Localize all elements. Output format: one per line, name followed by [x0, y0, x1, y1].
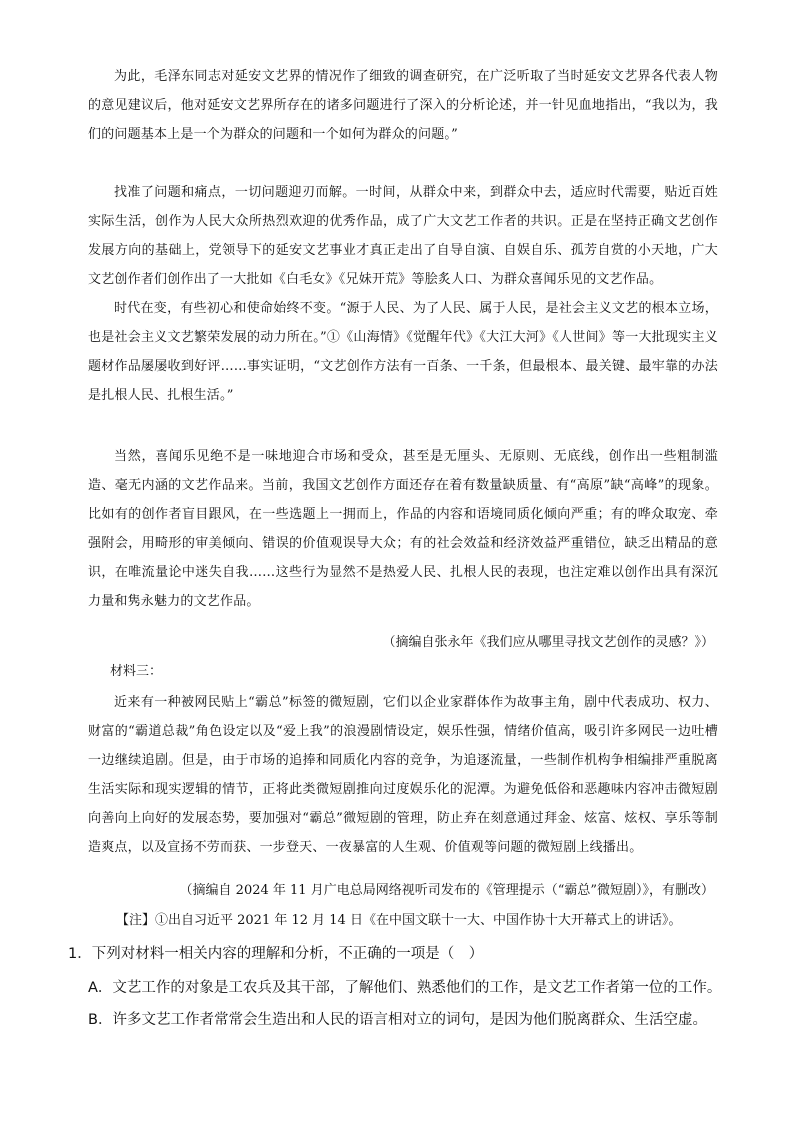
option-b[interactable]: B．许多文艺工作者常常会生造出和人民的语言相对立的词句，是因为他们脱离群众、生活空虚。 [88, 1012, 707, 1028]
source-citation: （摘编自 2024 年 11 月广电总局网络视听司发布的《管理提示（“霸总”微短剧）》，有删改） [179, 883, 714, 898]
body-paragraph: 找准了问题和痛点，一切问题迎刃而解。一时间，从群众中来，到群众中去，适应时代需要，贴近百姓实际生活，创作为人民大众所热烈欢迎的优秀作品，成了广大文艺工作者的共识。正是在坚持正确文艺创作发展方向的基础上，党领导下的延安文艺事业才真正走出了自导自演、自娱自乐、孤芳自赏的小天地，广大文艺创作者们创作出了一大批如《白毛女》《兄妹开荒》等脍炙人口、为群众喜闻乐见的文艺作品。 [88, 185, 718, 287]
source-citation: （摘编自张永年《我们应从哪里寻找文艺创作的灵感？》） [382, 635, 714, 650]
body-paragraph: 时代在变，有些初心和使命始终不变。“源于人民、为了人民、属于人民，是社会主义文艺的根本立场，也是社会主义文艺繁荣发展的动力所在。”①《山海情》《觉醒年代》《大江大河》《人世间》等一大批现实主义题材作品屡屡收到好评……事实证明，“文艺创作方法有一百条、一千条，但最根本、最关键、最牢靠的办法是扎根人民、扎根生活。” [88, 301, 718, 403]
option-a[interactable]: A．文艺工作的对象是工农兵及其干部，了解他们、熟悉他们的工作，是文艺工作者第一位的工作。 [88, 980, 722, 996]
body-paragraph: 为此，毛泽东同志对延安文艺界的情况作了细致的调查研究，在广泛听取了当时延安文艺界各代表人物的意见建议后，他对延安文艺界所存在的诸多问题进行了深入的分析论述，并一针见血地指出，“我以为，我们的问题基本上是一个为群众的问题和一个如何为群众的问题。” [88, 69, 718, 142]
body-paragraph: 当然，喜闻乐见绝不是一味地迎合市场和受众，甚至是无厘头、无原则、无底线，创作出一些粗制滥造、毫无内涵的文艺作品来。当前，我国文艺创作方面还存在着有数量缺质量、有“高原”缺“高峰”的现象。比如有的创作者盲目跟风，在一些选题上一拥而上，作品的内容和语境同质化倾向严重；有的哗众取宠、牵强附会，用畸形的审美倾向、错误的价值观误导大众；有的社会效益和经济效益严重错位，缺乏出精品的意识，在唯流量论中迷失自我……这些行为显然不是热爱人民、扎根人民的表现，也注定难以创作出具有深沉力量和隽永魅力的文艺作品。 [88, 449, 718, 609]
question-stem: 1．下列对材料一相关内容的理解和分析，不正确的一项是（ ） [68, 946, 484, 962]
body-paragraph: 近来有一种被网民贴上“霸总”标签的微短剧，它们以企业家群体作为故事主角，剧中代表成功、权力、财富的“霸道总裁”角色设定以及“爱上我”的浪漫剧情设定，娱乐性强，情绪价值高，吸引许多网民一边吐槽一边继续追剧。但是，由于市场的追捧和同质化内容的竞争，为追逐流量，一些制作机构争相编排严重脱离生活实际和现实逻辑的情节，正将此类微短剧推向过度娱乐化的泥潭。为避免低俗和恶趣味内容冲击微短剧向善向上向好的发展态势，要加强对“霸总”微短剧的管理，防止弃在刻意通过拜金、炫富、炫权、享乐等制造爽点，以及宣扬不劳而获、一步登天、一夜暴富的人生观、价值观等问题的微短剧上线播出。 [88, 695, 718, 855]
footnote: 【注】①出自习近平 2021 年 12 月 14 日《在中国文联十一大、中国作协十大开幕式上的讲话》。 [116, 913, 682, 928]
material-label: 材料三： [110, 664, 163, 679]
